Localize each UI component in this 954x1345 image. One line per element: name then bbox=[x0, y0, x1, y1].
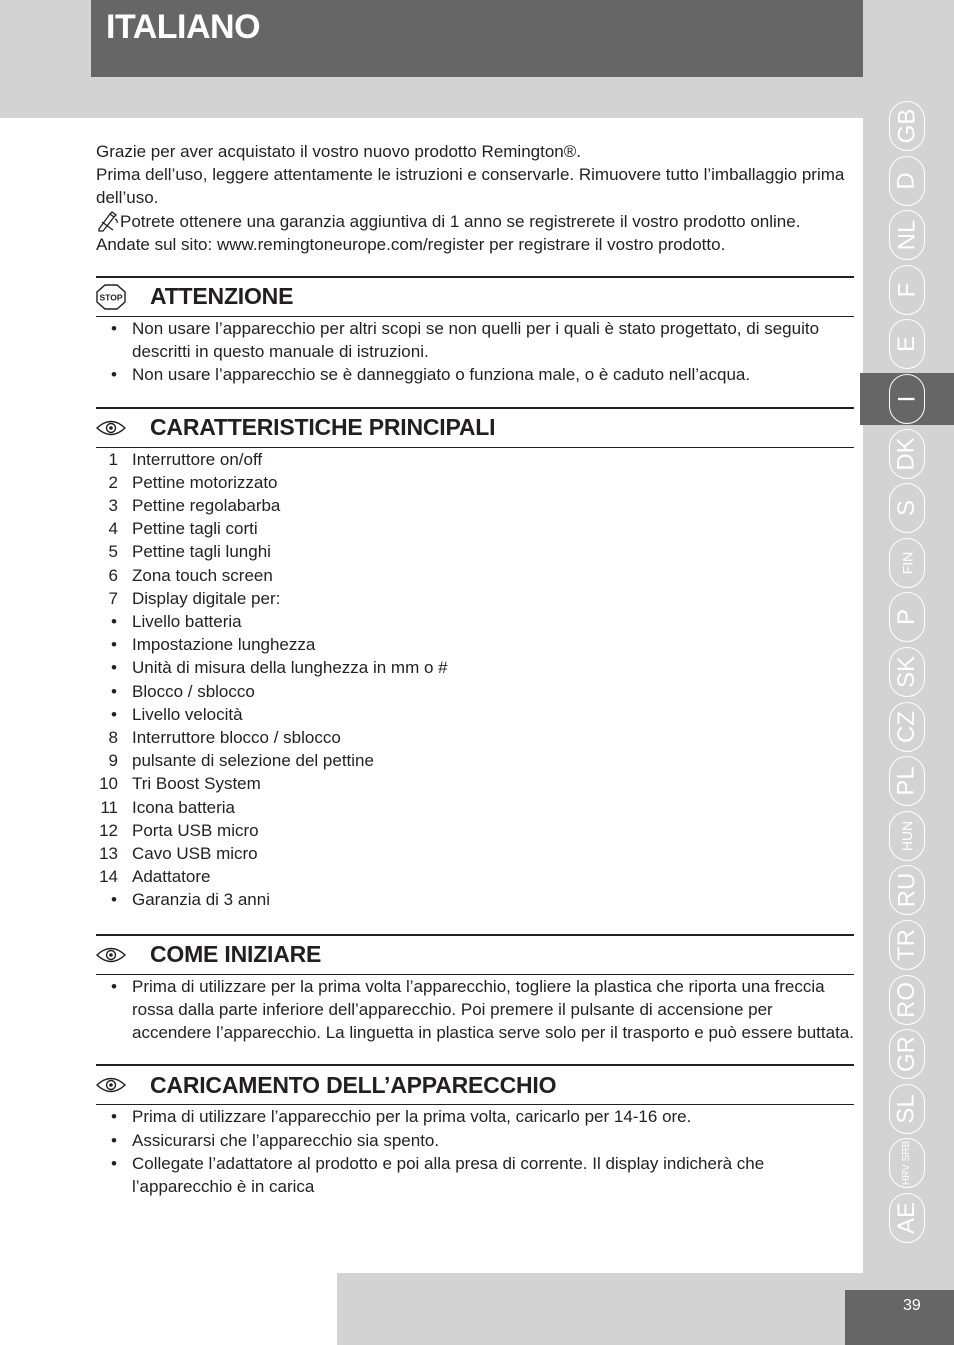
tab-circle bbox=[889, 920, 925, 970]
feature-item: 8 Interruttore blocco / sblocco bbox=[108, 728, 341, 748]
tab-label: SK bbox=[892, 655, 920, 689]
section-attenzione bbox=[96, 276, 854, 387]
tab-label: FIN bbox=[899, 551, 915, 575]
section-caricamento bbox=[96, 1064, 854, 1198]
feature-item: 7 Display digitale per: bbox=[108, 588, 281, 608]
tab-label: DK bbox=[893, 436, 920, 471]
tab-label: RO bbox=[893, 981, 920, 1018]
tab-label: S bbox=[892, 500, 920, 517]
language-tab-hrv-srb[interactable] bbox=[860, 1137, 954, 1189]
list-item: • Non usare l’apparecchio se è danneggiato o funziona male, o è caduto nell’acqua. bbox=[111, 365, 751, 385]
feature-item: 13 Cavo USB micro bbox=[99, 844, 258, 864]
tab-circle bbox=[889, 538, 925, 588]
page-number-box bbox=[845, 1290, 954, 1345]
tab-circle bbox=[889, 647, 925, 697]
feature-item: 2 Pettine motorizzato bbox=[108, 472, 278, 492]
tab-circle bbox=[889, 1029, 925, 1079]
tab-circle bbox=[889, 483, 925, 533]
page-title: ITALIANO bbox=[106, 8, 261, 46]
language-tab-hun[interactable] bbox=[860, 810, 954, 862]
language-tab-p[interactable] bbox=[860, 591, 954, 643]
tab-label: RU bbox=[893, 873, 921, 908]
eye-icon bbox=[96, 942, 126, 968]
section-header bbox=[96, 936, 854, 975]
language-tab-ro[interactable] bbox=[860, 974, 954, 1026]
intro-registration bbox=[96, 210, 854, 233]
language-tab-fin[interactable] bbox=[860, 537, 954, 589]
pen-register-icon bbox=[96, 210, 120, 232]
language-tab-e[interactable] bbox=[860, 318, 954, 370]
language-tab-f[interactable] bbox=[860, 264, 954, 316]
list-item: • Prima di utilizzare per la prima volta l’apparecchio, togliere la plastica che riporta una freccia rossa dalla parte inferiore dell’apparecchio. Poi premere il pulsante di accensione per accendere l’apparecchio. La linguetta in plastica serve solo per il trasporto e può essere buttata. bbox=[111, 976, 854, 1043]
tab-circle bbox=[889, 756, 925, 806]
language-tab-s[interactable] bbox=[860, 482, 954, 534]
page-body-lower bbox=[0, 1273, 337, 1345]
feature-item: 3 Pettine regolabarba bbox=[108, 496, 281, 516]
language-tab-ru[interactable] bbox=[860, 864, 954, 916]
language-tab-ae[interactable] bbox=[860, 1192, 954, 1244]
list-item: • Assicurarsi che l’apparecchio sia spento. bbox=[111, 1130, 440, 1150]
tab-label: GB bbox=[893, 108, 920, 144]
tab-label: D bbox=[893, 171, 920, 190]
language-tab-tr[interactable] bbox=[860, 919, 954, 971]
intro-line-2: Prima dell’uso, leggere attentamente le istruzioni e conservarle. Rimuovere tutto l’imballaggio prima dell’uso. bbox=[96, 165, 845, 208]
attenzione-list bbox=[96, 317, 854, 387]
stop-icon-label: STOP bbox=[99, 292, 123, 303]
content bbox=[96, 140, 854, 1198]
tab-label: TR bbox=[893, 929, 920, 961]
language-tab-gb[interactable] bbox=[860, 100, 954, 152]
language-tab-cz[interactable] bbox=[860, 701, 954, 753]
tab-label: GR bbox=[893, 1036, 920, 1073]
title-bar bbox=[91, 0, 863, 77]
language-tab-nl[interactable] bbox=[860, 209, 954, 261]
eye-icon bbox=[96, 415, 126, 441]
intro bbox=[96, 140, 854, 256]
page-number: 39 bbox=[903, 1297, 921, 1314]
language-tab-i[interactable] bbox=[860, 373, 954, 425]
caricamento-list bbox=[96, 1105, 854, 1198]
tab-label: PL bbox=[892, 766, 920, 796]
tab-circle bbox=[889, 975, 925, 1025]
feature-item: 4 Pettine tagli corti bbox=[108, 519, 258, 539]
section-title: CARICAMENTO DELL’APPARECCHIO bbox=[150, 1071, 557, 1098]
feature-item: • Impostazione lunghezza bbox=[111, 635, 316, 655]
section-come-iniziare bbox=[96, 934, 854, 1045]
feature-item: • Blocco / sblocco bbox=[111, 681, 255, 701]
feature-item: 9 pulsante di selezione del pettine bbox=[108, 751, 374, 771]
tab-label: AE bbox=[892, 1201, 920, 1235]
list-item: • Non usare l’apparecchio per altri scopi se non quelli per i quali è stato progettato, di seguito descritti in questo manuale di istruzioni. bbox=[111, 319, 820, 362]
feature-item: 11 Icona batteria bbox=[100, 797, 236, 817]
feature-item: 10 Tri Boost System bbox=[99, 774, 261, 794]
tab-circle bbox=[889, 101, 925, 151]
language-tab-dk[interactable] bbox=[860, 428, 954, 480]
stop-icon bbox=[96, 284, 126, 310]
tab-label: F bbox=[892, 282, 920, 298]
language-tab-gr[interactable] bbox=[860, 1028, 954, 1080]
tab-circle bbox=[889, 1193, 925, 1243]
tab-circle bbox=[889, 374, 925, 424]
section-title: CARATTERISTICHE PRINCIPALI bbox=[150, 414, 496, 441]
feature-item: • Livello velocità bbox=[111, 704, 243, 724]
list-item: • Collegate l’adattatore al prodotto e poi alla presa di corrente. Il display indicherà che l’apparecchio è in carica bbox=[111, 1153, 765, 1196]
language-tab-sl[interactable] bbox=[860, 1083, 954, 1135]
language-tab-d[interactable] bbox=[860, 155, 954, 207]
section-header bbox=[96, 278, 854, 317]
feature-item: 12 Porta USB micro bbox=[99, 820, 259, 840]
section-title: ATTENZIONE bbox=[150, 283, 294, 310]
intro-line-1: Grazie per aver acquistato il vostro nuovo prodotto Remington®. bbox=[96, 142, 581, 161]
section-title: COME INIZIARE bbox=[150, 941, 322, 968]
tab-label: NL bbox=[893, 219, 920, 251]
feature-item: 5 Pettine tagli lunghi bbox=[108, 542, 271, 562]
features-list bbox=[96, 448, 854, 912]
tab-circle bbox=[889, 156, 925, 206]
list-item: • Prima di utilizzare l’apparecchio per la prima volta, caricarlo per 14-16 ore. bbox=[111, 1107, 692, 1127]
intro-line-4: Andate sul sito: www.remingtoneurope.com/register per registrare il vostro prodotto. bbox=[96, 234, 726, 254]
language-tab-sk[interactable] bbox=[860, 646, 954, 698]
tab-label: E bbox=[892, 336, 920, 353]
section-header bbox=[96, 409, 854, 448]
feature-item: • Unità di misura della lunghezza in mm o # bbox=[111, 658, 448, 678]
language-tab-pl[interactable] bbox=[860, 755, 954, 807]
tab-circle bbox=[889, 811, 925, 861]
eye-icon bbox=[96, 1072, 126, 1098]
feature-item: • Garanzia di 3 anni bbox=[111, 890, 270, 910]
tab-circle bbox=[889, 1084, 925, 1134]
tab-label: HRV SRB bbox=[901, 1141, 912, 1186]
tab-circle bbox=[889, 319, 925, 369]
intro-line-3: Potrete ottenere una garanzia aggiuntiva di 1 anno se registrerete il vostro prodotto online. bbox=[120, 211, 801, 231]
section-caratteristiche bbox=[96, 407, 854, 912]
tab-circle bbox=[889, 592, 925, 642]
tab-label: SL bbox=[892, 1094, 920, 1124]
feature-item: 14 Adattatore bbox=[99, 867, 211, 887]
tab-label: CZ bbox=[893, 710, 920, 743]
tab-label: P bbox=[892, 609, 920, 626]
iniziare-list bbox=[96, 975, 854, 1045]
feature-item: 1 Interruttore on/off bbox=[108, 449, 263, 469]
tab-circle bbox=[889, 865, 925, 915]
tab-circle bbox=[889, 265, 925, 315]
tab-circle bbox=[889, 429, 925, 479]
tab-circle bbox=[889, 210, 925, 260]
tab-label: I bbox=[892, 395, 920, 403]
feature-item: 6 Zona touch screen bbox=[108, 565, 273, 585]
feature-item: • Livello batteria bbox=[111, 612, 242, 632]
tab-circle bbox=[889, 702, 925, 752]
tab-circle bbox=[889, 1138, 925, 1188]
section-header bbox=[96, 1066, 854, 1105]
tab-label: HUN bbox=[899, 820, 915, 851]
